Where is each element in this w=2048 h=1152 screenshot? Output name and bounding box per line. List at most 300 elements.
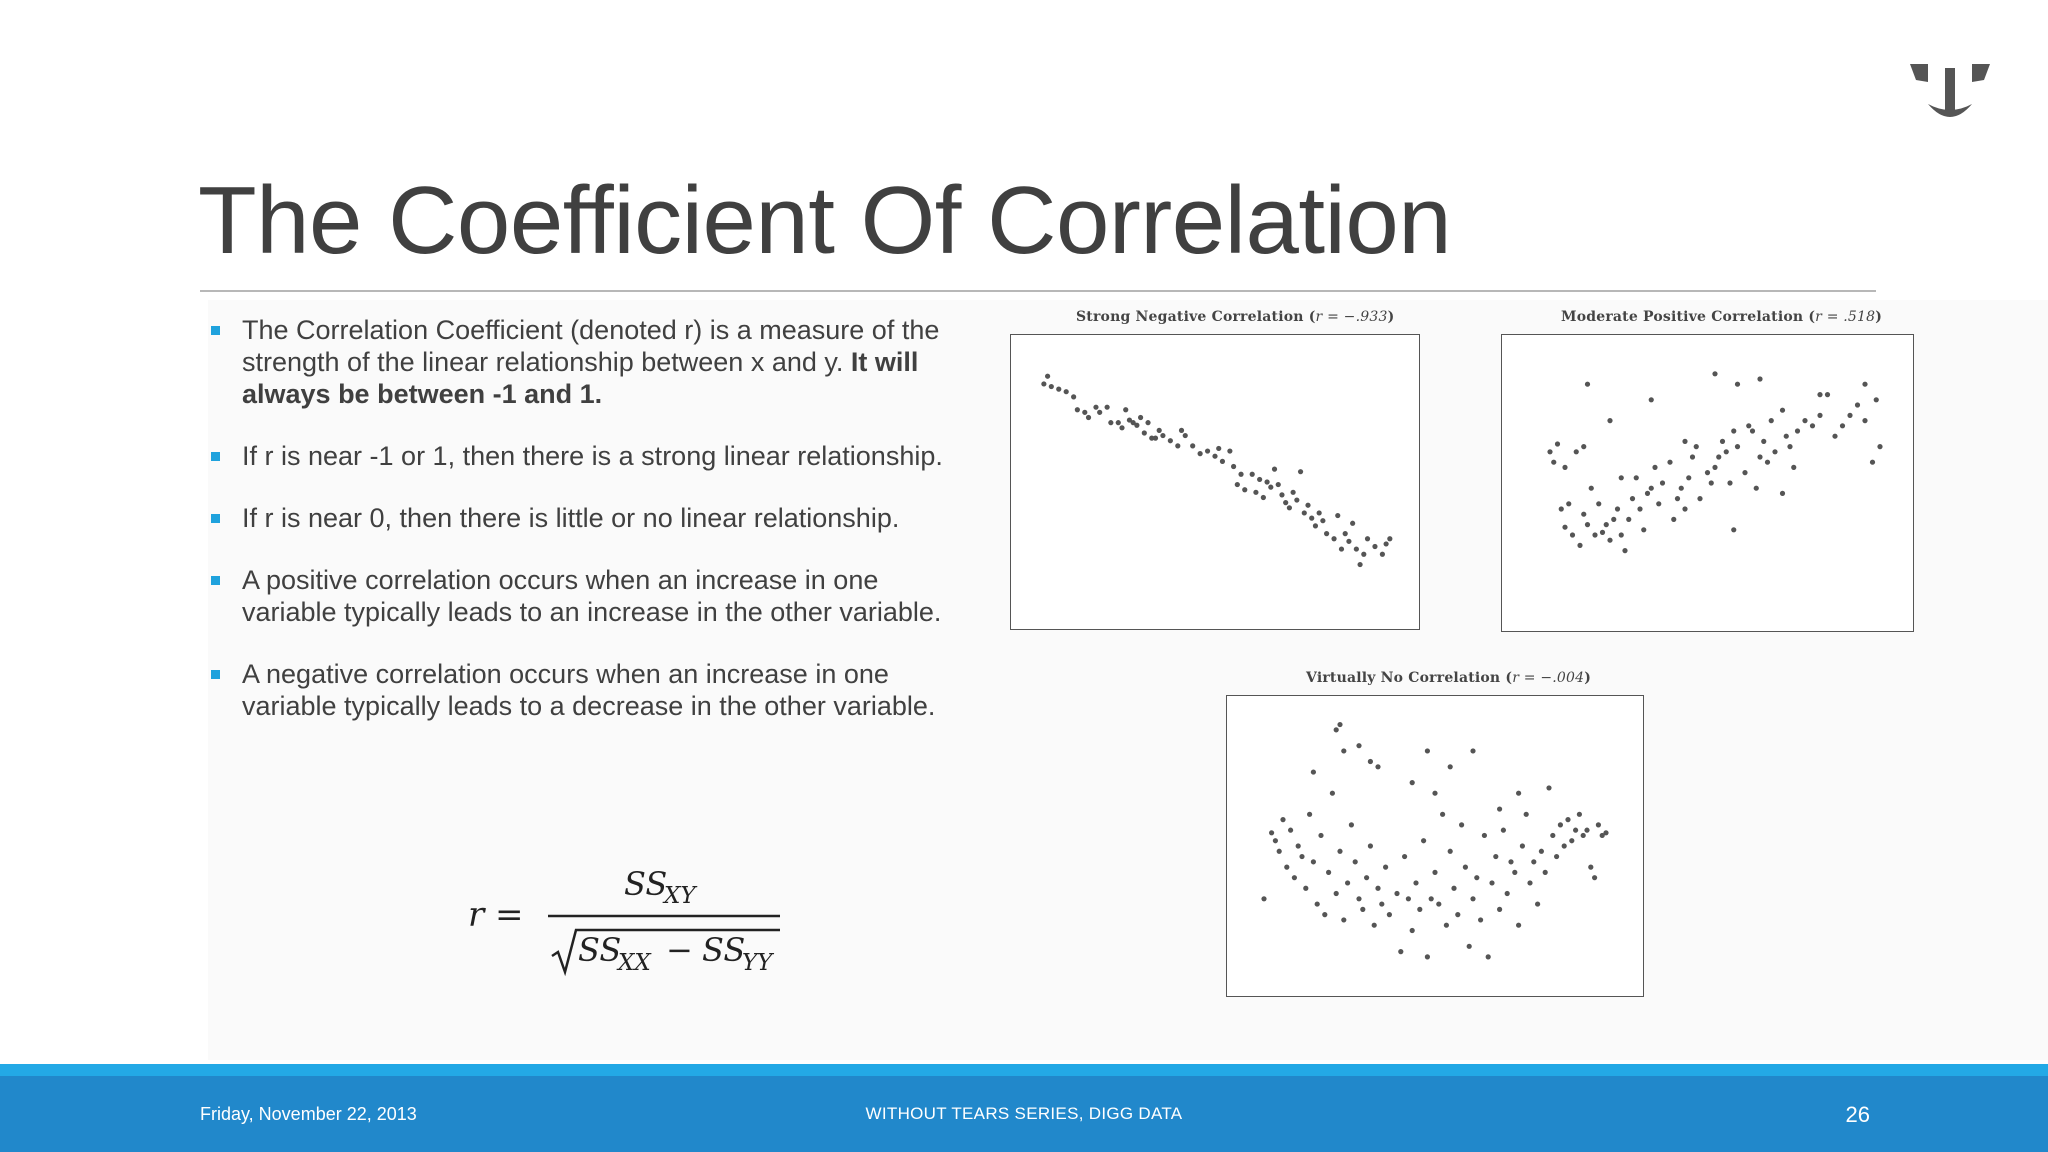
data-point (1742, 470, 1747, 475)
data-point (1720, 439, 1725, 444)
data-point (1356, 743, 1361, 748)
formula-numerator: SS (624, 865, 668, 903)
data-point (1724, 449, 1729, 454)
data-point (1343, 531, 1348, 536)
data-point (1750, 428, 1755, 433)
data-point (1318, 833, 1323, 838)
bullet-item (206, 440, 976, 472)
data-point (1574, 449, 1579, 454)
data-point (1619, 532, 1624, 537)
data-point (1516, 791, 1521, 796)
data-point (1660, 480, 1665, 485)
data-point (1656, 501, 1661, 506)
scatter-plot-none (1226, 695, 1644, 997)
data-point (1554, 854, 1559, 859)
data-point (1360, 907, 1365, 912)
data-point (1641, 527, 1646, 532)
data-point (1179, 428, 1184, 433)
data-point (1417, 907, 1422, 912)
data-point (1269, 830, 1274, 835)
data-point (1682, 506, 1687, 511)
data-point (1712, 371, 1717, 376)
data-point (1064, 389, 1069, 394)
data-point (1337, 849, 1342, 854)
data-point (1603, 830, 1608, 835)
data-point (1436, 901, 1441, 906)
data-point (1566, 501, 1571, 506)
data-point (1261, 896, 1266, 901)
data-point (1524, 812, 1529, 817)
data-point (1383, 865, 1388, 870)
data-point (1626, 517, 1631, 522)
data-point (1138, 415, 1143, 420)
data-point (1679, 486, 1684, 491)
data-point (1205, 448, 1210, 453)
data-point (1231, 464, 1236, 469)
data-point (1273, 838, 1278, 843)
chart-r-value: r = −.933 (1315, 309, 1388, 325)
scatter-plot-negative (1010, 334, 1420, 630)
data-point (1334, 891, 1339, 896)
data-point (1257, 477, 1262, 482)
data-point (1264, 479, 1269, 484)
data-point (1302, 510, 1307, 515)
data-point (1379, 901, 1384, 906)
bullet-text: A positive correlation occurs when an increase in one variable typically leads to an increase in the other variable. (242, 565, 942, 627)
formula-minus: − (666, 931, 693, 969)
data-point (1160, 433, 1165, 438)
data-point (1735, 444, 1740, 449)
data-point (1212, 454, 1217, 459)
chart-r-value: r = .518 (1815, 309, 1876, 325)
bullet-text: A negative correlation occurs when an increase in one variable typically leads to a decrease in the other variable. (242, 659, 936, 721)
data-point (1757, 454, 1762, 459)
data-point (1870, 460, 1875, 465)
data-point (1075, 407, 1080, 412)
data-point (1119, 425, 1124, 430)
chart-r-value: r = −.004 (1512, 670, 1585, 686)
data-point (1874, 397, 1879, 402)
data-point (1331, 536, 1336, 541)
chart-title (1561, 309, 1882, 325)
data-point (1368, 843, 1373, 848)
data-point (1810, 423, 1815, 428)
data-point (1291, 490, 1296, 495)
data-point (1315, 901, 1320, 906)
formula-lhs: r = (468, 895, 524, 935)
data-point (1307, 812, 1312, 817)
formula-denom-a-sub: XX (618, 950, 651, 976)
data-point (1765, 460, 1770, 465)
data-point (1588, 865, 1593, 870)
data-point (1512, 870, 1517, 875)
data-point (1432, 870, 1437, 875)
data-point (1284, 865, 1289, 870)
chart-title-text: Moderate Positive Correlation ( (1561, 309, 1816, 325)
footer (0, 1076, 2048, 1152)
bullet-marker-icon (211, 514, 220, 523)
data-point (1299, 854, 1304, 859)
data-point (1056, 387, 1061, 392)
data-point (1311, 859, 1316, 864)
data-point (1313, 523, 1318, 528)
data-point (1448, 849, 1453, 854)
data-point (1322, 912, 1327, 917)
data-point (1463, 865, 1468, 870)
data-point (1505, 891, 1510, 896)
data-point (1686, 475, 1691, 480)
data-point (1242, 487, 1247, 492)
data-point (1292, 875, 1297, 880)
data-point (1361, 552, 1366, 557)
data-point (1817, 413, 1822, 418)
data-point (1709, 480, 1714, 485)
data-point (1470, 748, 1475, 753)
data-point (1425, 954, 1430, 959)
data-point (1543, 870, 1548, 875)
data-point (1082, 410, 1087, 415)
data-point (1354, 546, 1359, 551)
data-point (1482, 833, 1487, 838)
data-point (1727, 480, 1732, 485)
data-point (1372, 923, 1377, 928)
data-point (1645, 491, 1650, 496)
data-point (1157, 428, 1162, 433)
data-point (1216, 446, 1221, 451)
data-point (1555, 441, 1560, 446)
data-point (1309, 516, 1314, 521)
data-point (1562, 525, 1567, 530)
data-point (1330, 791, 1335, 796)
data-point (1791, 465, 1796, 470)
data-point (1551, 460, 1556, 465)
data-point (1735, 382, 1740, 387)
data-point (1345, 880, 1350, 885)
title-divider (200, 290, 1876, 292)
data-point (1559, 506, 1564, 511)
data-point (1071, 394, 1076, 399)
data-point (1402, 854, 1407, 859)
bullet-marker-icon (211, 452, 220, 461)
bullet-bold-text: It will always be between -1 and 1. (242, 347, 919, 409)
data-point (1592, 875, 1597, 880)
data-point (1474, 875, 1479, 880)
data-point (1227, 448, 1232, 453)
data-point (1570, 532, 1575, 537)
data-point (1649, 486, 1654, 491)
data-point (1569, 838, 1574, 843)
data-point (1268, 485, 1273, 490)
data-point (1562, 843, 1567, 848)
bullet-item (206, 658, 976, 722)
data-point (1637, 506, 1642, 511)
data-point (1754, 486, 1759, 491)
data-point (1045, 374, 1050, 379)
data-point (1287, 505, 1292, 510)
data-point (1772, 449, 1777, 454)
data-point (1577, 812, 1582, 817)
data-point (1501, 828, 1506, 833)
data-point (1448, 764, 1453, 769)
data-point (1478, 917, 1483, 922)
data-point (1649, 397, 1654, 402)
data-point (1283, 500, 1288, 505)
data-point (1190, 443, 1195, 448)
data-point (1589, 486, 1594, 491)
data-point (1341, 748, 1346, 753)
data-point (1675, 496, 1680, 501)
data-point (1123, 407, 1128, 412)
data-point (1780, 491, 1785, 496)
data-point (1198, 451, 1203, 456)
data-point (1440, 812, 1445, 817)
formula-numerator-sub: XY (664, 883, 696, 909)
data-point (1375, 886, 1380, 891)
data-point (1546, 785, 1551, 790)
data-point (1444, 923, 1449, 928)
data-point (1294, 497, 1299, 502)
data-point (1577, 543, 1582, 548)
data-point (1326, 870, 1331, 875)
data-point (1520, 843, 1525, 848)
data-point (1731, 428, 1736, 433)
data-point (1305, 503, 1310, 508)
data-point (1410, 928, 1415, 933)
data-point (1153, 436, 1158, 441)
data-point (1324, 531, 1329, 536)
data-point (1303, 886, 1308, 891)
correlation-formula (468, 860, 798, 980)
data-point (1097, 410, 1102, 415)
data-point (1497, 907, 1502, 912)
data-point (1862, 382, 1867, 387)
data-point (1280, 817, 1285, 822)
data-point (1375, 764, 1380, 769)
data-point (1334, 727, 1339, 732)
data-point (1630, 496, 1635, 501)
data-point (1341, 917, 1346, 922)
page-number: 26 (1845, 1102, 1870, 1127)
data-point (1486, 954, 1491, 959)
footer-series-title: WITHOUT TEARS SERIES, DIGG DATA (865, 1104, 1183, 1123)
data-point (1272, 467, 1277, 472)
data-point (1353, 859, 1358, 864)
data-point (1671, 517, 1676, 522)
chart-title-text: Virtually No Correlation ( (1306, 670, 1513, 686)
formula-denom-b-sub: YY (742, 950, 773, 976)
data-point (1425, 748, 1430, 753)
data-point (1357, 562, 1362, 567)
bullet-marker-icon (211, 576, 220, 585)
data-point (1349, 822, 1354, 827)
data-point (1531, 859, 1536, 864)
data-point (1451, 886, 1456, 891)
slide-title: The Coefficient Of Correlation (198, 167, 1452, 274)
data-point (1238, 472, 1243, 477)
bullet-text: If r is near -1 or 1, then there is a strong linear relationship. (242, 441, 943, 471)
data-point (1320, 518, 1325, 523)
data-point (1467, 944, 1472, 949)
data-point (1581, 512, 1586, 517)
data-point (1489, 880, 1494, 885)
data-point (1277, 849, 1282, 854)
scatter-svg (1502, 335, 1913, 631)
bullet-text: If r is near 0, then there is little or no linear relationship. (242, 503, 900, 533)
data-point (1384, 541, 1389, 546)
data-point (1421, 838, 1426, 843)
footer-stripe (0, 1064, 2048, 1076)
data-point (1607, 418, 1612, 423)
data-point (1802, 418, 1807, 423)
formula-denom-a: SS (578, 931, 622, 969)
data-point (1432, 791, 1437, 796)
data-point (1847, 413, 1852, 418)
data-point (1335, 513, 1340, 518)
data-point (1667, 460, 1672, 465)
data-point (1093, 405, 1098, 410)
data-point (1581, 444, 1586, 449)
chart-title-text: Strong Negative Correlation ( (1076, 309, 1316, 325)
data-point (1757, 376, 1762, 381)
bullet-item (206, 502, 976, 534)
data-point (1317, 510, 1322, 515)
formula-denom-b: SS (702, 931, 746, 969)
data-point (1298, 469, 1303, 474)
data-point (1535, 901, 1540, 906)
data-point (1235, 482, 1240, 487)
data-point (1682, 439, 1687, 444)
data-point (1600, 530, 1605, 535)
data-point (1410, 780, 1415, 785)
data-point (1350, 521, 1355, 526)
data-point (1787, 444, 1792, 449)
data-point (1780, 408, 1785, 413)
data-point (1622, 548, 1627, 553)
data-point (1108, 420, 1113, 425)
data-point (1365, 536, 1370, 541)
footer-date: Friday, November 22, 2013 (200, 1104, 417, 1124)
data-point (1611, 517, 1616, 522)
data-point (1784, 434, 1789, 439)
data-point (1565, 817, 1570, 822)
data-point (1086, 415, 1091, 420)
data-point (1105, 405, 1110, 410)
data-point (1585, 382, 1590, 387)
data-point (1183, 433, 1188, 438)
data-point (1459, 822, 1464, 827)
data-point (1581, 833, 1586, 838)
data-point (1134, 423, 1139, 428)
bullet-item (206, 314, 976, 410)
data-point (1497, 806, 1502, 811)
data-point (1220, 459, 1225, 464)
data-point (1573, 828, 1578, 833)
data-point (1337, 722, 1342, 727)
data-point (1380, 552, 1385, 557)
data-point (1387, 536, 1392, 541)
data-point (1855, 402, 1860, 407)
bullet-text: The Correlation Coefficient (denoted r) is a measure of the strength of the linear relationship between x and y. (242, 315, 940, 377)
data-point (1619, 475, 1624, 480)
data-point (1493, 854, 1498, 859)
data-point (1356, 896, 1361, 901)
bullet-marker-icon (211, 670, 220, 679)
data-point (1387, 912, 1392, 917)
data-point (1406, 896, 1411, 901)
data-point (1761, 439, 1766, 444)
data-point (1877, 444, 1882, 449)
bullet-list (206, 314, 976, 752)
data-point (1705, 470, 1710, 475)
data-point (1795, 428, 1800, 433)
logo-icon (1908, 60, 1992, 124)
data-point (1527, 880, 1532, 885)
chart-title-suffix: ) (1875, 309, 1883, 325)
data-point (1296, 843, 1301, 848)
data-point (1825, 392, 1830, 397)
data-point (1596, 501, 1601, 506)
data-point (1288, 828, 1293, 833)
data-point (1690, 454, 1695, 459)
data-point (1634, 475, 1639, 480)
data-point (1413, 880, 1418, 885)
data-point (1372, 544, 1377, 549)
data-point (1168, 438, 1173, 443)
data-point (1470, 896, 1475, 901)
data-point (1250, 472, 1255, 477)
scatter-plot-positive (1501, 334, 1914, 632)
data-point (1364, 875, 1369, 880)
data-point (1769, 418, 1774, 423)
data-point (1508, 859, 1513, 864)
data-point (1368, 759, 1373, 764)
data-point (1142, 430, 1147, 435)
data-point (1516, 923, 1521, 928)
data-point (1652, 465, 1657, 470)
data-point (1339, 546, 1344, 551)
data-point (1394, 891, 1399, 896)
data-point (1311, 769, 1316, 774)
data-point (1041, 381, 1046, 386)
data-point (1145, 420, 1150, 425)
data-point (1832, 434, 1837, 439)
data-point (1429, 896, 1434, 901)
data-point (1615, 506, 1620, 511)
data-point (1253, 490, 1258, 495)
data-point (1840, 423, 1845, 428)
data-point (1558, 822, 1563, 827)
data-point (1175, 443, 1180, 448)
scatter-svg (1011, 335, 1419, 629)
data-point (1276, 482, 1281, 487)
chart-title (1076, 309, 1394, 325)
data-point (1817, 392, 1822, 397)
data-point (1604, 522, 1609, 527)
data-point (1697, 496, 1702, 501)
data-point (1346, 539, 1351, 544)
data-point (1716, 454, 1721, 459)
chart-title-suffix: ) (1387, 309, 1395, 325)
bullet-marker-icon (211, 326, 220, 335)
data-point (1731, 527, 1736, 532)
data-point (1862, 418, 1867, 423)
data-point (1547, 449, 1552, 454)
data-point (1261, 495, 1266, 500)
data-point (1049, 384, 1054, 389)
data-point (1592, 532, 1597, 537)
data-point (1712, 465, 1717, 470)
data-point (1585, 522, 1590, 527)
